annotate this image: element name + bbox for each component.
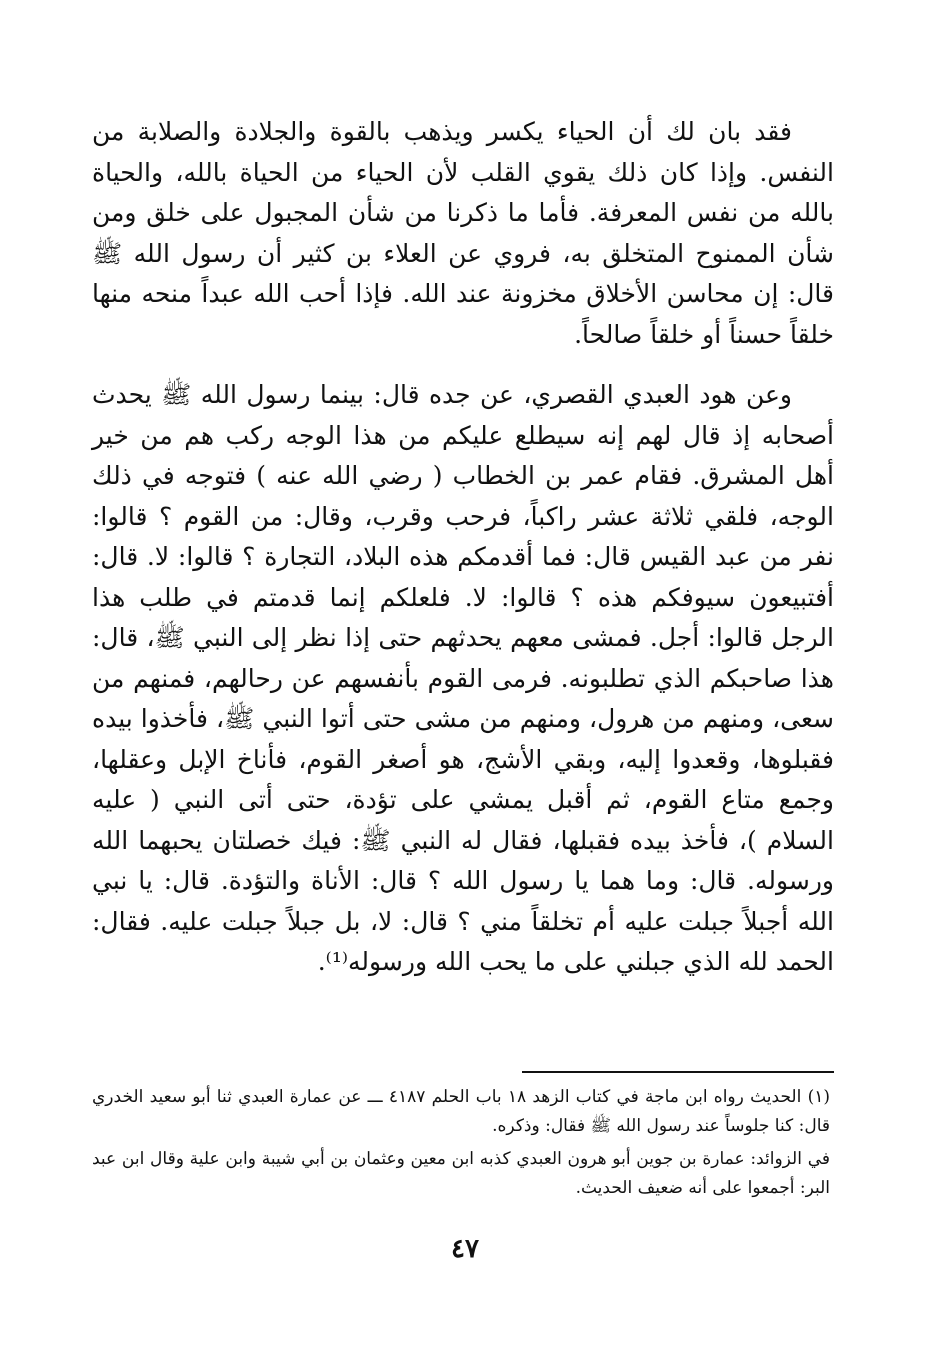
footnote-2: في الزوائد: عمارة بن جوين أبو هرون العبدي كذبه ابن معين وعثمان بن أبي شيبة وابن علية وقال ابن عبد البر: أجمعوا على أنه ضعيف الحديث. — [92, 1149, 830, 1198]
footnote-divider — [522, 1071, 834, 1073]
paragraph-1: فقد بان لك أن الحياء يكسر ويذهب بالقوة والجلادة والصلابة من النفس. وإذا كان ذلك يقوي القلب لأن الحياء من الحياة بالله، والحياة بالله من نفس المعرفة. فأما ما ذكرنا من شأن المجبول على خلق ومن شأن الممنوح المتخلق به، فروي عن العلاء بن كثير أن رسول الله ﷺ قال: إن محاسن الأخلاق مخزونة عند الله. فإذا أحب الله عبداً منحه منها خلقاً حسناً أو خلقاً صالحاً. — [92, 117, 834, 349]
main-text — [92, 112, 834, 983]
page-number: ٤٧ — [451, 1234, 479, 1264]
paragraph-2: وعن هود العبدي القصري، عن جده قال: بينما رسول الله ﷺ يحدث أصحابه إذ قال لهم إنه سيطلع عليكم من هذا الوجه ركب هم من خير أهل المشرق. فقام عمر بن الخطاب ( رضي الله عنه ) فتوجه في ذلك الوجه، فلقي ثلاثة عشر راكباً، فرحب وقرب، وقال: من القوم ؟ قالوا: نفر من عبد القيس قال: فما أقدمكم هذه البلاد، التجارة ؟ قالوا: لا. قال: أفتبيعون سيوفكم هذه ؟ قالوا: لا. فلعلكم إنما قدمتم في طلب هذا الرجل قالوا: أجل. فمشى معهم يحدثهم حتى إذا نظر إلى النبي ﷺ، قال: هذا صاحبكم الذي تطلبونه. فرمى القوم بأنفسهم عن رحالهم، فمنهم من سعى، ومنهم من هرول، ومنهم من مشى حتى أتوا النبي ﷺ، فأخذوا بيده فقبلوها، وقعدوا إليه، وبقي الأشج، هو أصغر القوم، فأناخ الإبل وعقلها، وجمع متاع القوم، ثم أقبل يمشي على تؤدة، حتى أتى النبي ( عليه السلام )، فأخذ بيده فقبلها، فقال له النبي ﷺ: فيك خصلتان يحبهما الله ورسوله. قال: وما هما يا رسول الله ؟ قال: الأناة والتؤدة. قال: يا نبي الله أجبلاً جبلت عليه أم تخلقاً مني ؟ قال: لا، بل جبلاً جبلت عليه. فقال: الحمد لله الذي جبلني على ما يحب الله ورسوله⁽¹⁾. — [92, 380, 834, 976]
footnotes — [92, 1083, 830, 1203]
footnote-1: (١) الحديث رواه ابن ماجة في كتاب الزهد ١٨ باب الحلم ٤١٨٧ ـــ عن عمارة العبدي ثنا أبو سعيد الخدري قال: كنا جلوساً عند رسول الله ﷺ فقال: وذكره. — [92, 1087, 830, 1136]
